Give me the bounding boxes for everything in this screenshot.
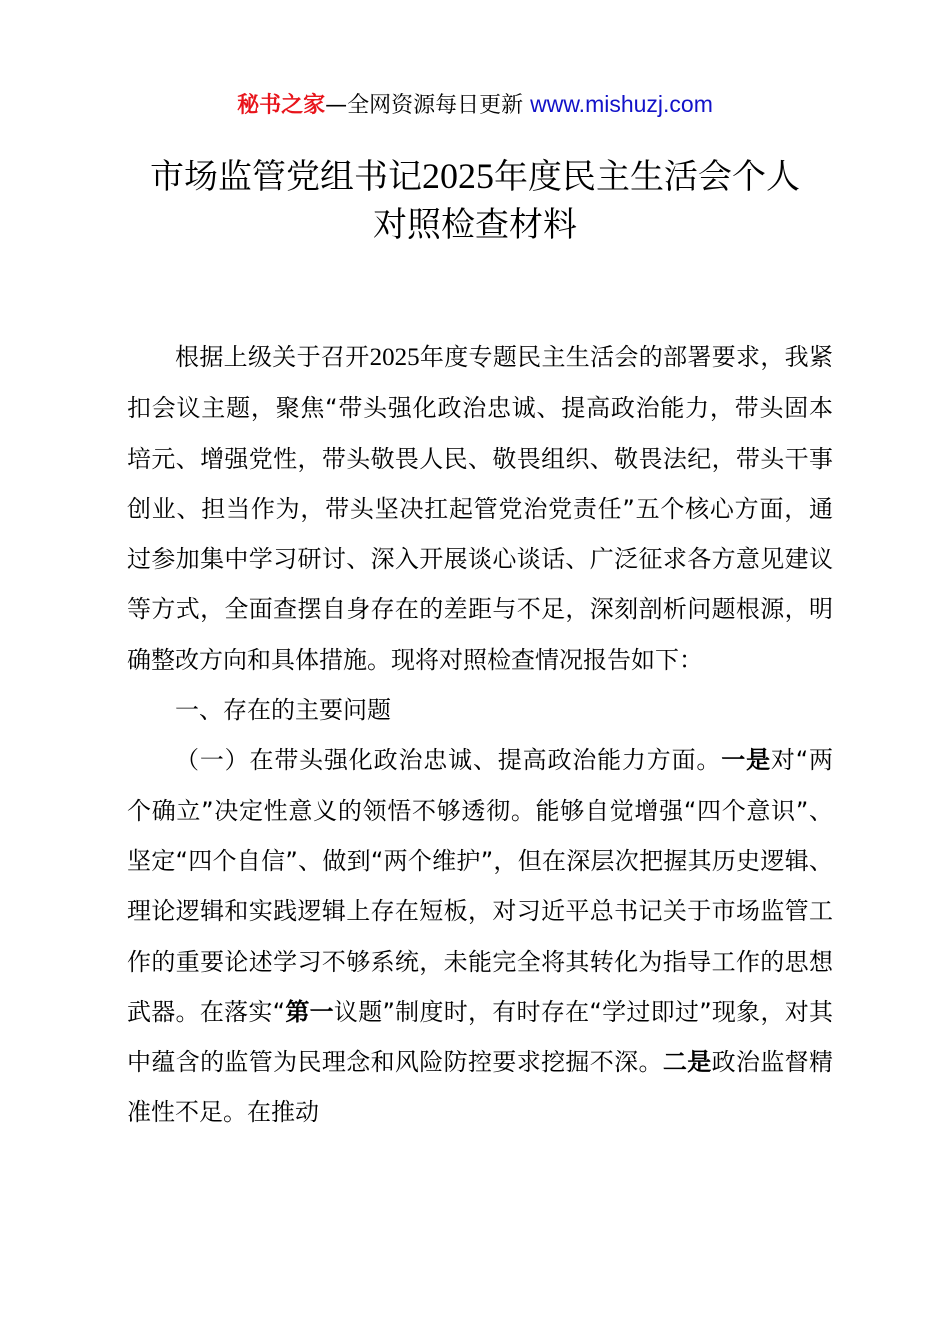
document-title: [100, 152, 850, 249]
point-text: 议题”制度时，有时存在“学过即过”现象，对其中蕴含的监管为民理念和风险防控要求挖掘不深。: [127, 997, 833, 1077]
title-text: 市场监管党组书记: [150, 157, 422, 197]
point-text: 政治监督精准性不足。在推动: [127, 1048, 834, 1127]
intro-paragraph: [127, 332, 833, 685]
brand-name: 秘书之家: [237, 93, 326, 118]
section-heading: 一、存在的主要问题: [175, 696, 391, 725]
point-marker: 一是: [721, 746, 771, 775]
subsection-paragraph: [127, 735, 833, 1137]
intro-text: 根据上级关于召开: [175, 343, 370, 371]
title-line-1: [100, 152, 850, 201]
banner-tagline: —全网资源每日更新: [325, 93, 524, 118]
title-year: 2025: [422, 156, 494, 196]
site-banner: [0, 88, 950, 122]
site-url-link[interactable]: www.mishuzj.com: [530, 91, 713, 117]
intro-text: 年度专题民主生活会的部署要求，我紧扣会议主题，聚焦“带头强化政治忠诚、提高政治能力，带头固本培元、增强党性，带头敬畏人民、敬畏组织、敬畏法纪，带头干事创业、担当作为，带头坚决扛起管党治党责任”五个核心方面，通过参加集中学习研讨、深入开展谈心谈话、广泛征求各方意见建议等方式，全面查摆自身存在的差距与不足，深刻剖析问题根源，明确整改方向和具体措施。现将对照检查情况报告如下：: [127, 343, 834, 674]
point-text: 对“两个确立”决定性意义的领悟不够透彻。能够自觉增强“四个意识”、坚定“四个自信”、做到“两个维护”，但在深层次把握其历史逻辑、理论逻辑和实践逻辑上存在短板，对习近平总书记关于市场监管工作的重要论述学习不够系统，未能完全将其转化为指导工作的思想武器。在落实“: [127, 746, 834, 1026]
title-text: 年度民主生活会个人: [494, 157, 800, 197]
bold-text: 第一: [285, 997, 334, 1026]
subsection-lead: （一）在带头强化政治忠诚、提高政治能力方面。: [175, 746, 722, 775]
document-body: [127, 332, 833, 1138]
intro-year: 2025: [369, 344, 420, 371]
point-marker: 二是: [662, 1048, 712, 1077]
title-line-2: 对照检查材料: [373, 205, 577, 245]
